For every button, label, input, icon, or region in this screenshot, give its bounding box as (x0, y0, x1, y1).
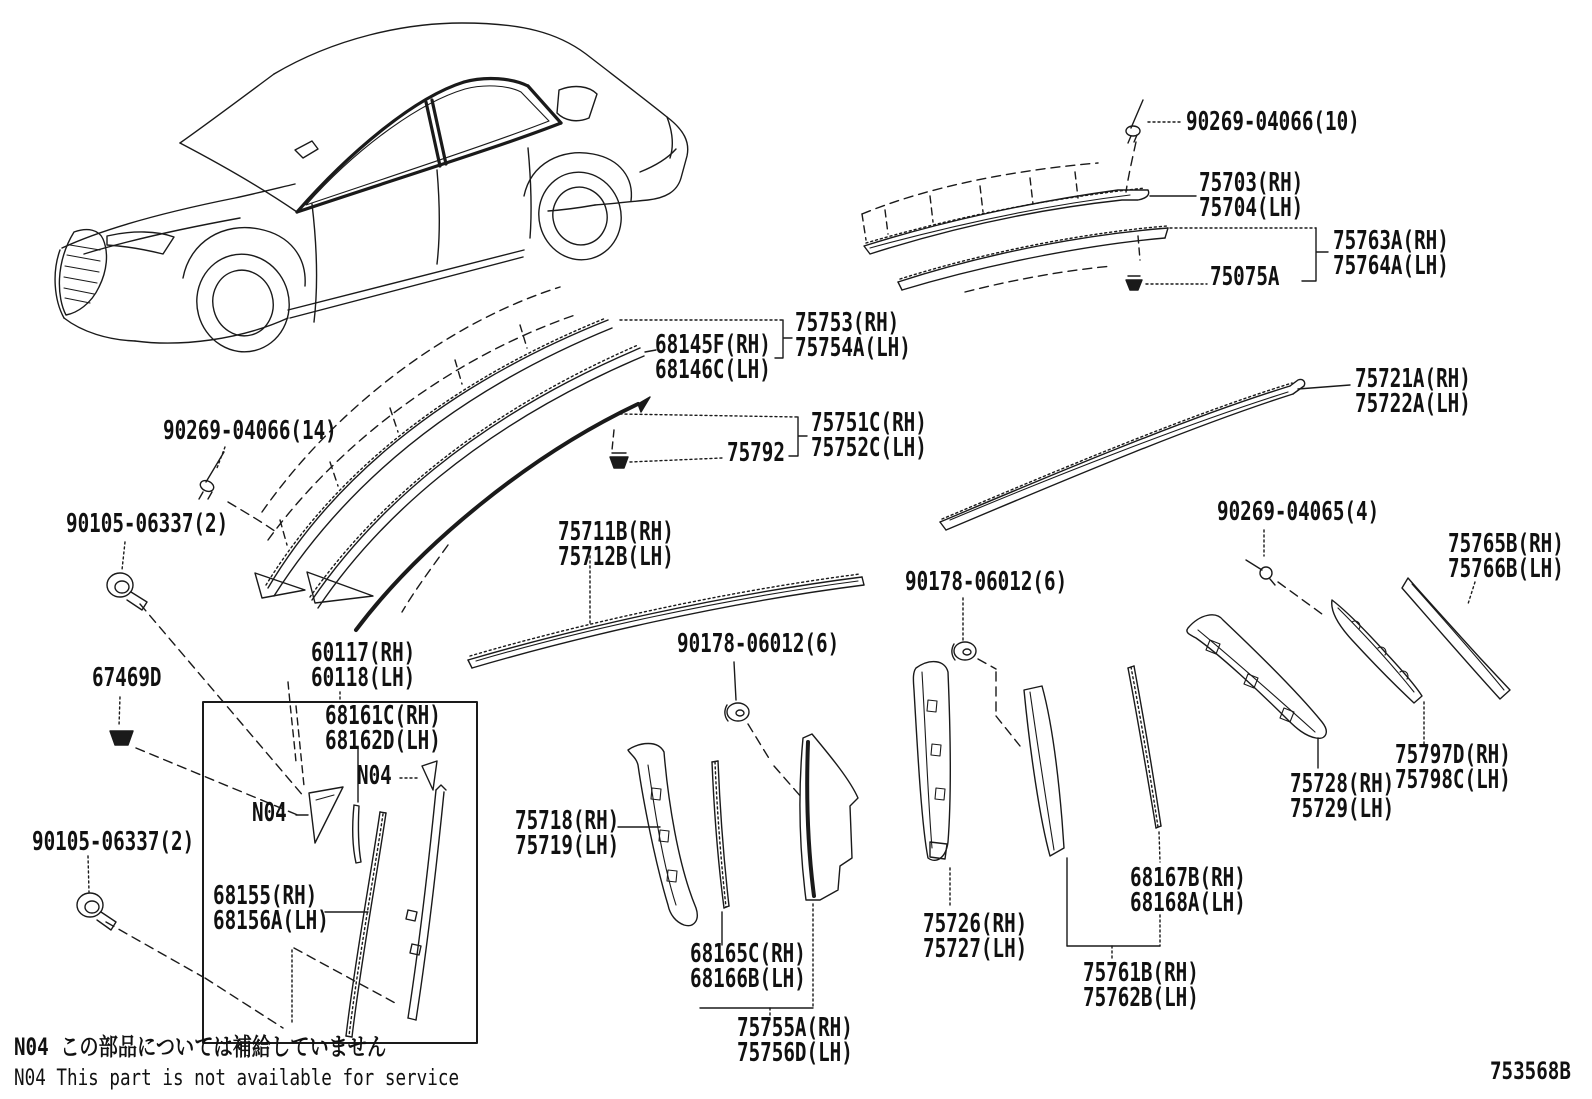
label-75765B: 75765B(RH) 75766B(LH) (1448, 529, 1564, 584)
label-67469D: 67469D (92, 663, 162, 693)
highlighted-window-moulding (297, 79, 561, 212)
label-n04-right: N04 (357, 761, 392, 791)
screw-icon (199, 452, 224, 499)
label-60117: 60117(RH) 60118(LH) (311, 638, 416, 693)
label-75728: 75728(RH) 75729(LH) (1290, 769, 1395, 824)
figure-code: 753568B (1490, 1057, 1571, 1085)
label-screw-roof: 90269-04066(10) (1186, 107, 1360, 137)
label-bolt-upper: 90105-06337(2) (66, 509, 229, 539)
label-n04-left: N04 (252, 798, 287, 828)
label-bolt-lower: 90105-06337(2) (32, 827, 195, 857)
label-grommet-front: 90178-06012(6) (677, 629, 840, 659)
label-75721A: 75721A(RH) 75722A(LH) (1355, 364, 1471, 419)
label-68145F: 68145F(RH) 68146C(LH) (655, 330, 771, 385)
label-75751C: 75751C(RH) 75752C(LH) (811, 408, 927, 463)
label-75755A: 75755A(RH) 75756D(LH) (737, 1013, 853, 1068)
clip-icon (1126, 276, 1142, 290)
label-75761B: 75761B(RH) 75762B(LH) (1083, 958, 1199, 1013)
note-en: N04 This part is not available for service (14, 1066, 460, 1091)
label-68165C: 68165C(RH) 68166B(LH) (690, 939, 806, 994)
label-screw-quarter: 90269-04065(4) (1217, 497, 1380, 527)
clip-icon (110, 731, 133, 745)
label-grommet-rear: 90178-06012(6) (905, 567, 1068, 597)
label-75763A: 75763A(RH) 75764A(LH) (1333, 226, 1449, 281)
label-75792: 75792 (727, 438, 785, 468)
label-75075A: 75075A (1210, 262, 1280, 292)
label-75711B: 75711B(RH) 75712B(LH) (558, 517, 674, 572)
grommet-icon (952, 642, 976, 660)
car-illustration (55, 23, 688, 362)
label-75718: 75718(RH) 75719(LH) (515, 806, 620, 861)
grommet-icon (725, 703, 749, 721)
note-jp: N04 この部品については補給していません (14, 1033, 387, 1061)
rear-pillar-group (913, 598, 1161, 958)
screw-icon (1126, 100, 1143, 143)
label-75703: 75703(RH) 75704(LH) (1199, 168, 1304, 223)
label-68167B: 68167B(RH) 68168A(LH) (1130, 863, 1246, 918)
label-75797D: 75797D(RH) 75798C(LH) (1395, 740, 1511, 795)
label-68161C: 68161C(RH) 68162D(LH) (325, 701, 441, 756)
label-68155: 68155(RH) 68156A(LH) (213, 881, 329, 936)
clip-icon (610, 453, 628, 468)
label-75726: 75726(RH) 75727(LH) (923, 909, 1028, 964)
label-screw-front: 90269-04066(14) (163, 416, 337, 446)
screw-icon (1246, 560, 1275, 585)
label-75753: 75753(RH) 75754A(LH) (795, 308, 911, 363)
